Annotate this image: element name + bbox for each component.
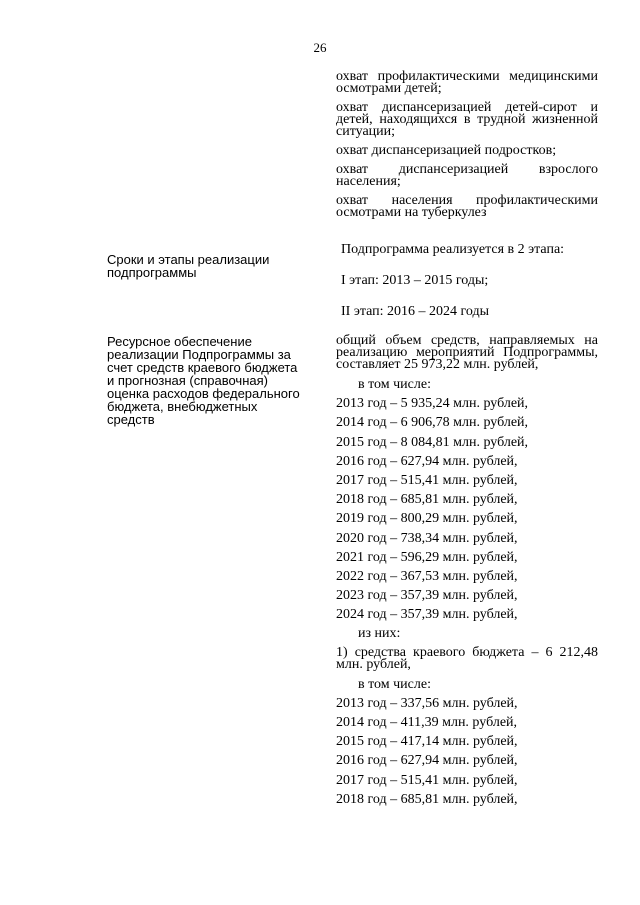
year-amount: 2018 год – 685,81 млн. рублей, xyxy=(336,492,518,508)
regional-including-label: в том числе: xyxy=(358,676,431,692)
year-amount: 2013 год – 5 935,24 млн. рублей, xyxy=(336,396,529,412)
stage-item: II этап: 2016 – 2024 годы xyxy=(341,304,490,319)
indicator-item: охват диспансеризацией взрослого населения; xyxy=(336,162,598,189)
year-amount: 2017 год – 515,41 млн. рублей, xyxy=(336,772,518,788)
year-amount: 2020 год – 738,34 млн. рублей, xyxy=(336,530,518,546)
of-which-label: из них: xyxy=(358,626,401,642)
stage-item: Подпрограмма реализуется в 2 этапа: xyxy=(341,242,565,257)
including-label: в том числе: xyxy=(358,377,431,392)
stages-list xyxy=(341,242,603,319)
stages-label: Сроки и этапы реализации подпрограммы xyxy=(107,252,270,280)
year-amount: 2019 год – 800,29 млн. рублей, xyxy=(336,511,518,527)
year-amount: 2016 год – 627,94 млн. рублей, xyxy=(336,453,518,469)
indicator-item: охват диспансеризацией детей-сирот и детей, находящихся в трудной жизненной ситуации; xyxy=(336,100,598,139)
year-amount: 2013 год – 337,56 млн. рублей, xyxy=(336,695,518,711)
year-amount: 2022 год – 367,53 млн. рублей, xyxy=(336,568,518,584)
resources-label: Ресурсное обеспечение реализации Подпрограммы за счет средств краевого бюджета и прогнозная (справочная) оценка расходов федерального бюджета, внебюджетных средств xyxy=(107,334,300,427)
resources-total: общий объем средств, направляемых на реализацию мероприятий Подпрограммы, составляет 25 973,22 млн. рублей, xyxy=(336,333,598,372)
regional-by-year-list xyxy=(336,694,598,809)
year-amount: 2021 год – 596,29 млн. рублей, xyxy=(336,549,518,565)
indicator-item: охват профилактическими медицинскими осмотрами детей; xyxy=(336,69,598,96)
year-amount: 2023 год – 357,39 млн. рублей, xyxy=(336,588,518,604)
year-amount: 2015 год – 8 084,81 млн. рублей, xyxy=(336,434,529,450)
total-by-year-list xyxy=(336,394,598,624)
year-amount: 2018 год – 685,81 млн. рублей, xyxy=(336,791,518,807)
indicator-item: охват диспансеризацией подростков; xyxy=(336,143,557,158)
year-amount: 2017 год – 515,41 млн. рублей, xyxy=(336,472,518,488)
year-amount: 2014 год – 411,39 млн. рублей, xyxy=(336,715,518,730)
indicator-item: охват населения профилактическими осмотрами на туберкулез xyxy=(336,193,598,220)
regional-budget-total: 1) средства краевого бюджета – 6 212,48 млн. рублей, xyxy=(336,644,598,672)
year-amount: 2015 год – 417,14 млн. рублей, xyxy=(336,734,518,750)
stage-item: I этап: 2013 – 2015 годы; xyxy=(341,273,489,288)
year-amount: 2016 год – 627,94 млн. рублей, xyxy=(336,753,518,769)
year-amount: 2014 год – 6 906,78 млн. рублей, xyxy=(336,415,529,431)
year-amount: 2024 год – 357,39 млн. рублей, xyxy=(336,607,518,623)
indicators-list xyxy=(336,71,598,219)
resources-allocation xyxy=(336,335,598,809)
page-number: 26 xyxy=(313,40,327,55)
